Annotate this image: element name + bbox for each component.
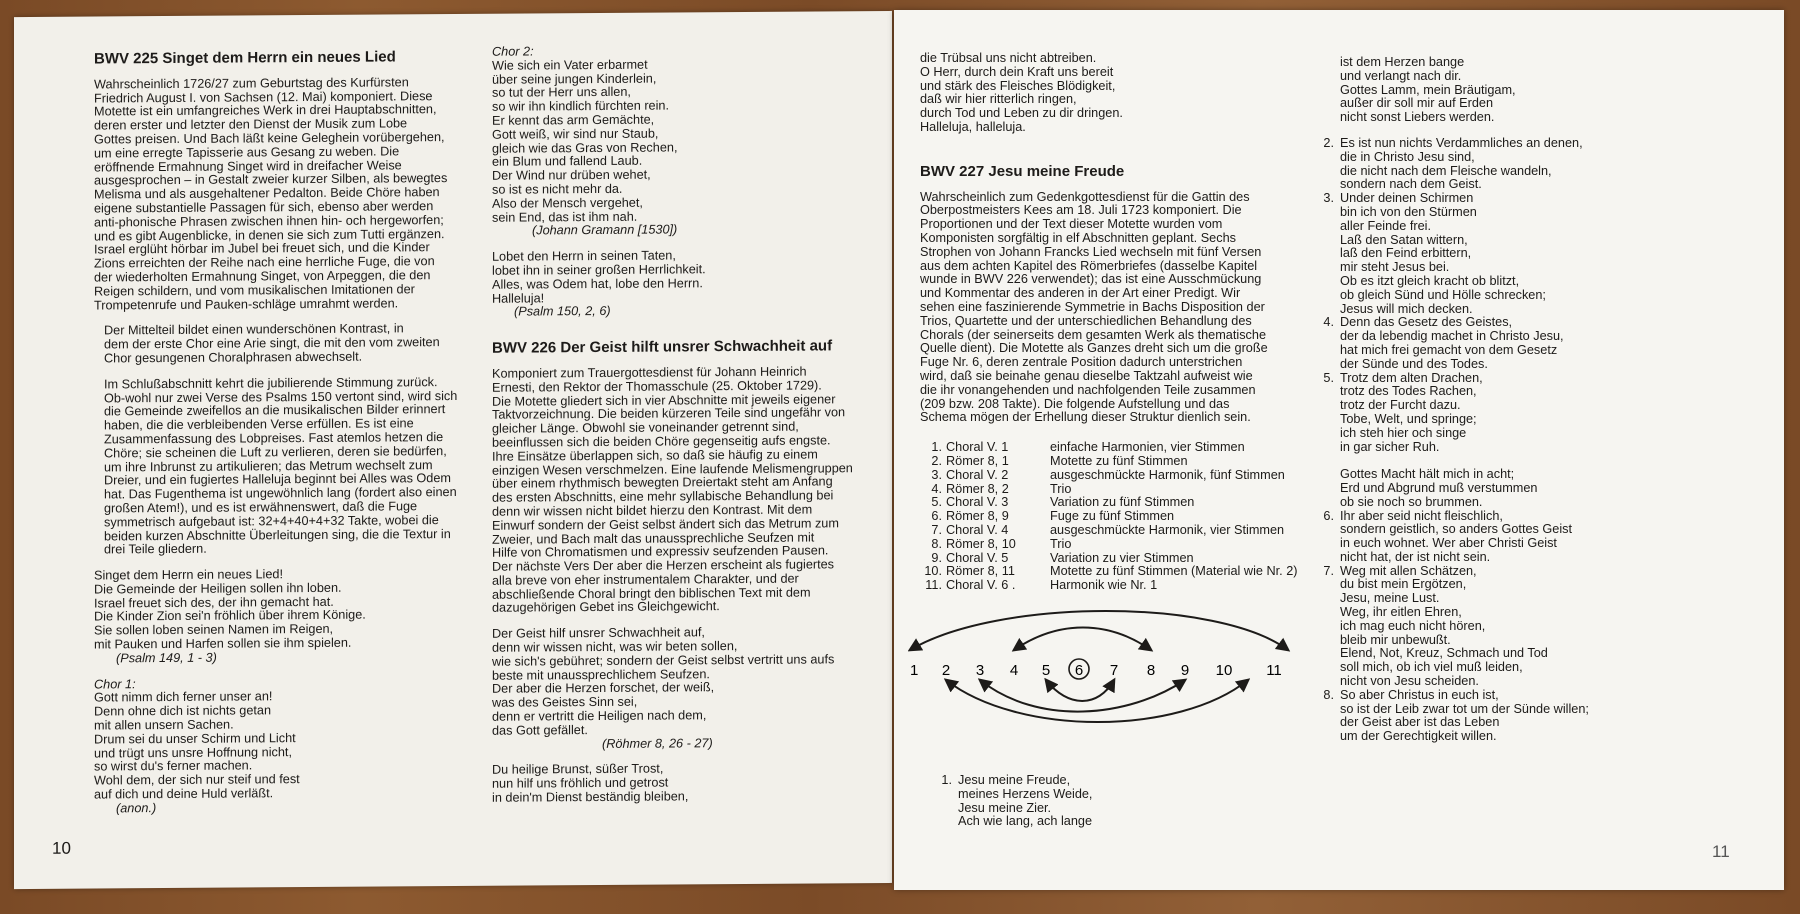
text-line: die in Christo Jesu sind, bbox=[1340, 149, 1475, 164]
structure-list bbox=[920, 441, 1320, 593]
structure-item bbox=[920, 469, 1320, 483]
structure-section: Römer 8, 1 bbox=[946, 453, 1009, 468]
right-page bbox=[894, 10, 1784, 890]
text-line: ob sie noch so brummen. bbox=[1340, 494, 1483, 509]
structure-description: Variation zu vier Stimmen bbox=[1050, 550, 1194, 565]
text-line: soll mich, ob ich viel muß leiden, bbox=[1340, 660, 1523, 675]
text-line: um der Gerechtigkeit willen. bbox=[1340, 729, 1497, 744]
structure-description: Fuge zu fünf Stimmen bbox=[1050, 509, 1175, 524]
text-line: ich steh hier och singe bbox=[1340, 425, 1467, 440]
psalm-150-text bbox=[492, 248, 892, 306]
text-line: Es ist nun nichts Verdammliches an denen, bbox=[1340, 135, 1583, 150]
verse-text bbox=[1340, 372, 1537, 510]
verse-item bbox=[1312, 372, 1772, 510]
verse-item bbox=[1312, 565, 1772, 689]
psalm-150-reference: (Psalm 150, 2, 6) bbox=[514, 304, 611, 319]
arc-3-9 bbox=[980, 680, 1185, 712]
verse-item bbox=[1312, 137, 1772, 192]
text-line: einzigen Wesen verschmelzen. Eine laufende Melismengruppen bbox=[492, 460, 853, 478]
text-line: nicht von Jesu scheiden. bbox=[1340, 674, 1479, 689]
text-line: Die Motette gliedert sich in vier Abschnitte mit jeweils eigener bbox=[492, 391, 836, 409]
schema-number: 3 bbox=[975, 662, 985, 679]
text-line: ein Blum und fallend Laub. bbox=[492, 154, 643, 170]
verse-item bbox=[1312, 192, 1772, 316]
structure-number: 1. bbox=[931, 440, 942, 455]
schema-number: 2 bbox=[941, 662, 951, 679]
geist-text bbox=[492, 625, 892, 738]
text-line: Zions erreichten der Reihe nach eine herrliche Fuge, die von bbox=[94, 254, 435, 271]
structure-description: Motette zu fünf Stimmen bbox=[1050, 453, 1188, 468]
structure-section: Choral V. 2 bbox=[946, 467, 1009, 482]
text-line: so wir ihn kindlich fürchten rein. bbox=[492, 98, 669, 114]
bwv225-paragraph-1 bbox=[94, 76, 494, 313]
text-line: Chöre; sie scheinen die Luft zu verlieren, deren sie bedürfen, bbox=[104, 443, 447, 461]
structure-item bbox=[920, 483, 1320, 497]
text-line: Laß den Satan wittern, bbox=[1340, 232, 1468, 247]
schema-number: 11 bbox=[1266, 662, 1282, 679]
bwv226-paragraph bbox=[492, 365, 892, 616]
schema-number: 9 bbox=[1180, 662, 1190, 679]
text-line: über einem rhythmisch bewegten Dreiertakt steht am Anfang bbox=[492, 474, 833, 492]
text-line: Fuge Nr. 6, deren zentrale Position dadurch unterstrichen bbox=[920, 355, 1243, 370]
text-line: sein End, das ist ihm nah. bbox=[492, 209, 638, 225]
text-line: Tobe, Welt, und springe; bbox=[1340, 411, 1477, 426]
text-line: Israel freuet sich des, der ihn gemacht hat. bbox=[94, 594, 334, 611]
text-line: Gott nimm dich ferner unser an! bbox=[94, 689, 273, 705]
text-line: gleich wie das Gras von Rechen, bbox=[492, 140, 678, 156]
verse-list bbox=[1312, 137, 1772, 744]
text-line: Die Kinder Zion sei'n fröhlich über ihrem Könige. bbox=[94, 608, 366, 624]
verse-number: 8. bbox=[1323, 687, 1334, 702]
structure-number: 11. bbox=[925, 578, 942, 593]
psalm-149-text bbox=[94, 567, 494, 653]
structure-item bbox=[920, 552, 1320, 566]
structure-item bbox=[920, 455, 1320, 469]
text-line: Proportionen und der Text dieser Motette wurden vom bbox=[920, 217, 1223, 232]
structure-section: Choral V. 1 bbox=[946, 440, 1009, 455]
text-line: sondern geistlich, so anders Gottes Geist bbox=[1340, 522, 1573, 537]
structure-description: ausgeschmückte Harmonik, fünf Stimmen bbox=[1050, 467, 1285, 482]
arc-4-8 bbox=[1014, 628, 1151, 651]
text-line: und es gibt Augenblicke, in denen sie sich zum Tutti ergänzen. bbox=[94, 226, 445, 244]
text-line: Chorals (der seinerseits dem gesamten Werk als thematische bbox=[920, 327, 1266, 342]
verse-text bbox=[1340, 192, 1546, 316]
text-line: Ernesti, den Rektor der Thomasschule (25. Oktober 1729). bbox=[492, 378, 822, 395]
text-line: so ist es nicht mehr da. bbox=[492, 181, 623, 197]
text-line: sondern nach dem Geist. bbox=[1340, 177, 1482, 192]
left-column-1 bbox=[94, 50, 494, 816]
chor1-text bbox=[94, 689, 494, 802]
text-line: Gott weiß, wir sind nur Staub, bbox=[492, 126, 659, 142]
text-line: Erd und Abgrund muß verstummen bbox=[1340, 480, 1538, 495]
text-line: Friedrich August I. von Sachsen (12. Mai) komponiert. Diese bbox=[94, 88, 433, 106]
text-line: Wahrscheinlich 1726/27 zum Geburtstag des Kurfürsten bbox=[94, 75, 409, 92]
schema-number: 6 bbox=[1074, 662, 1084, 679]
text-line: Trompetenrufe und Pauken-schläge umrahmt werden. bbox=[94, 295, 399, 313]
text-line: Drum sei du unser Schirm und Licht bbox=[94, 730, 296, 747]
text-line: Der Mittelteil bildet einen wunderschönen Kontrast, in bbox=[104, 321, 404, 338]
structure-description: Variation zu fünf Stimmen bbox=[1050, 495, 1195, 510]
text-line: drei Teile gliedern. bbox=[104, 542, 207, 557]
text-line: wird, daß sie beinahe genau dieselbe Taktzahl aufweist wie bbox=[920, 368, 1253, 383]
text-line: Taktvorzeichnung. Die beiden kürzeren Teile sind ungefähr von bbox=[492, 405, 846, 423]
text-line: ausgesprochen – in Gestalt zweier kurzer Silben, als bewegtes bbox=[94, 171, 448, 188]
text-line: Du heilige Brunst, süßer Trost, bbox=[492, 761, 664, 778]
text-line: Reigen schildern, und vom musikalischen Imitationen der bbox=[94, 282, 415, 299]
text-line: beeinflussen sich die beiden Chöre gegenseitig aufs engste. bbox=[492, 433, 831, 450]
page-number-left: 10 bbox=[52, 838, 71, 858]
text-line: Ob-wohl nur zwei Verse des Psalms 150 vertont sind, wird sich bbox=[104, 388, 458, 405]
text-line: Under deinen Schirmen bbox=[1340, 191, 1474, 206]
text-line: durch Tod und Leben zu dir dringen. bbox=[920, 106, 1123, 121]
text-line: die Gemeinde zweifellos an die musikalischen Bilder erinnert bbox=[104, 402, 446, 419]
text-line: Elend, Not, Kreuz, Schmach und Tod bbox=[1340, 646, 1548, 661]
schema-number: 1 bbox=[910, 662, 919, 679]
bwv225-title: BWV 225 Singet dem Herrn ein neues Lied bbox=[94, 48, 396, 68]
text-line: großen Atem!), und es ist erwähnenswert, daß die Fuge bbox=[104, 499, 418, 516]
text-line: Hilfe von Chromatismen und expressiv seufzenden Pausen. bbox=[492, 543, 829, 561]
text-line: der Geist aber ist das Leben bbox=[1340, 715, 1500, 730]
text-line: Israel erglüht hörbar im Jubel bei freuet sich, und die Kinder bbox=[94, 240, 430, 257]
text-line: so tut der Herr uns allen, bbox=[492, 85, 631, 101]
structure-item bbox=[920, 579, 1320, 593]
text-line: Wahrscheinlich zum Gedenkgottesdienst für die Gattin des bbox=[920, 189, 1250, 204]
structure-section: Choral V. 5 bbox=[946, 550, 1009, 565]
structure-section: Römer 8, 11 bbox=[946, 564, 1015, 579]
text-line: nun hilf uns fröhlich und getrost bbox=[492, 775, 669, 791]
structure-number: 8. bbox=[931, 536, 942, 551]
text-line: Halleluja, halleluja. bbox=[920, 119, 1026, 134]
arc-1-11 bbox=[910, 611, 1288, 650]
text-line: Der aber die Herzen forschet, der weiß, bbox=[492, 680, 715, 697]
text-line: Weg mit allen Schätzen, bbox=[1340, 563, 1477, 578]
text-line: in dein'm Dienst beständig bleiben, bbox=[492, 789, 689, 805]
text-line: hat mich frei gemacht von dem Gesetz bbox=[1340, 342, 1558, 357]
structure-item bbox=[920, 565, 1320, 579]
text-line: Quelle dient). Die Motette als Ganzes dreht sich um die große bbox=[920, 341, 1268, 356]
text-line: meines Herzens Weide, bbox=[958, 786, 1093, 801]
bwv227-title: BWV 227 Jesu meine Freude bbox=[920, 162, 1125, 180]
text-line: Jesu, meine Lust. bbox=[1340, 591, 1440, 606]
structure-description: Trio bbox=[1050, 481, 1072, 496]
text-line: aller Feinde frei. bbox=[1340, 218, 1431, 233]
verse-number: 4. bbox=[1323, 315, 1334, 330]
text-line: Halleluja! bbox=[492, 290, 545, 306]
structure-item bbox=[920, 441, 1320, 455]
text-line: ob gleich Sünd und Hölle schrecken; bbox=[1340, 287, 1546, 302]
text-line: der Sünde und des Todes. bbox=[1340, 356, 1488, 371]
text-line: alla breve von eher instrumentalem Charakter, und der bbox=[492, 571, 799, 588]
text-line: Er kennt das arm Gemächte, bbox=[492, 112, 655, 128]
text-line: Denn das Gesetz des Geistes, bbox=[1340, 315, 1513, 330]
text-line: Lobet den Herrn in seinen Taten, bbox=[492, 248, 676, 264]
text-line: Jesu meine Zier. bbox=[958, 800, 1052, 815]
structure-description: Trio bbox=[1050, 536, 1072, 551]
structure-item bbox=[920, 496, 1320, 510]
text-line: beste mit unaussprechlichem Seufzen. bbox=[492, 666, 710, 683]
chor1-reference: (anon.) bbox=[116, 800, 157, 816]
structure-number: 7. bbox=[931, 522, 942, 537]
roemer-reference: (Röhmer 8, 26 - 27) bbox=[602, 735, 713, 751]
brunst-continuation bbox=[920, 52, 1320, 135]
text-line: laß den Feind erbittern, bbox=[1340, 246, 1472, 261]
text-line: deren erster und letzter den Dienst der Musik zum Lobe bbox=[94, 116, 408, 133]
text-line: dem der erste Chor eine Arie singt, die mit den vom zweiten bbox=[104, 335, 440, 352]
text-line: so ist der Leib zwar tot um der Sünde willen; bbox=[1340, 701, 1589, 716]
text-line: abschließende Choral bringt den biblischen Text mit dem bbox=[492, 585, 811, 602]
chor2-text bbox=[492, 57, 892, 225]
text-line: Oberpostmeisters Kees am 18. Juli 1723 komponiert. Die bbox=[920, 203, 1242, 218]
structure-number: 2. bbox=[931, 453, 942, 468]
text-line: Ihr aber seid nicht fleischlich, bbox=[1340, 508, 1503, 523]
verse-number: 2. bbox=[1323, 135, 1334, 150]
structure-number: 5. bbox=[931, 495, 942, 510]
text-line: Gottes Lamm, mein Bräutigam, bbox=[1340, 82, 1516, 97]
verse-number: 1. bbox=[941, 773, 952, 787]
text-line: so wirst du's ferner machen. bbox=[94, 758, 253, 774]
text-line: in euch wohnet. Wer aber Christi Geist bbox=[1340, 536, 1557, 551]
verse-1-continuation bbox=[1312, 56, 1772, 125]
text-line: Jesu meine Freude, bbox=[958, 773, 1071, 787]
text-line: Einwurf sondern der Geist selbst ändert sich das Metrum zum bbox=[492, 516, 839, 533]
text-line: die nicht nach dem Fleische wandeln, bbox=[1340, 163, 1552, 178]
text-line: dazugehörigen Gebet ins Gleichgewicht. bbox=[492, 599, 720, 616]
text-line: nicht hat, der ist nicht sein. bbox=[1340, 549, 1491, 564]
bwv225-paragraph-3 bbox=[94, 375, 494, 557]
structure-section: Choral V. 6 . bbox=[946, 578, 1016, 593]
text-line: sehen eine faszinierende Symmetrie in Bachs Disposition der bbox=[920, 299, 1265, 314]
structure-section: Choral V. 3 bbox=[946, 495, 1009, 510]
text-line: hat. Das Fugenthema ist ungewöhnlich lang (fordert also einen bbox=[104, 485, 457, 502]
right-column-2 bbox=[1312, 56, 1772, 744]
verse-1-text bbox=[958, 774, 1092, 829]
text-line: in gar sicher Ruh. bbox=[1340, 439, 1440, 454]
text-line: Weg, ihr eitlen Ehren, bbox=[1340, 605, 1462, 620]
text-line: mir steht Jesus bei. bbox=[1340, 260, 1450, 275]
verse-text bbox=[1340, 689, 1589, 744]
structure-description: ausgeschmückte Harmonik, vier Stimmen bbox=[1050, 522, 1285, 537]
text-line: Der Wind nur drüben wehet, bbox=[492, 167, 651, 183]
text-line: Jesus will mich decken. bbox=[1340, 301, 1473, 316]
text-line: Ihre Einsätze überlappen sich, so daß sie häufig zu einem bbox=[492, 447, 818, 464]
text-line: Motette ist ein umfangreiches Werk in drei Hauptabschnitten, bbox=[94, 102, 437, 119]
schema-number: 7 bbox=[1109, 662, 1119, 679]
text-line: wunde in BWV 226 verwendet); das ist eine Ausschmückung bbox=[920, 272, 1262, 287]
text-line: das Gott gefället. bbox=[492, 722, 588, 738]
text-line bbox=[1340, 454, 1537, 468]
structure-section: Choral V. 4 bbox=[946, 522, 1009, 537]
text-line: denn er vertritt die Heiligen nach dem, bbox=[492, 708, 707, 724]
text-line: nicht sonst Liebers werden. bbox=[1340, 110, 1495, 125]
text-line: ist dem Herzen bange bbox=[1340, 55, 1465, 69]
verse-text bbox=[1340, 137, 1583, 192]
structure-description: einfache Harmonien, vier Stimmen bbox=[1050, 440, 1245, 455]
verse-number: 3. bbox=[1323, 191, 1334, 206]
structure-item bbox=[920, 538, 1320, 552]
text-line: außer dir soll mir auf Erden bbox=[1340, 96, 1494, 111]
page-number-right: 11 bbox=[1712, 842, 1730, 861]
text-line: die ihr vonangehenden und nachfolgenden Teile zusammen bbox=[920, 382, 1256, 397]
text-line: O Herr, durch dein Kraft uns bereit bbox=[920, 64, 1114, 79]
verse-number: 7. bbox=[1323, 563, 1334, 578]
text-line: Die Gemeinde der Heiligen sollen ihn loben. bbox=[94, 580, 342, 597]
left-page bbox=[14, 11, 892, 889]
text-line: gleicher Länge. Obwohl sie voneinander getrennt sind, bbox=[492, 419, 799, 436]
text-line: trotz der Furcht dazu. bbox=[1340, 398, 1461, 413]
text-line: und stärk des Fleisches Blödigkeit, bbox=[920, 78, 1116, 93]
schema-number: 4 bbox=[1009, 662, 1019, 679]
text-line: Melisma und als ausgehaltener Pedalton. Beide Chöre haben bbox=[94, 185, 440, 202]
chor1-label: Chor 1: bbox=[94, 676, 136, 692]
structure-number: 10. bbox=[924, 564, 942, 579]
text-line: eigene substantielle Passagen für sich, ebenso aber werden bbox=[94, 199, 434, 216]
verse-number: 5. bbox=[1323, 370, 1334, 385]
text-line: Komponisten sorgfältig in elf Abschnitten geplant. Sechs bbox=[920, 230, 1236, 245]
text-line: Der Geist hilf unsrer Schwachheit auf, bbox=[492, 625, 705, 642]
text-line: der wiederholten Ermahnung Singet, von Arpeggen, die den bbox=[94, 268, 431, 285]
text-line: Dreier, und ein fugiertes Halleluja beginnt bei Alles was Odem bbox=[104, 471, 451, 488]
left-column-2 bbox=[492, 43, 892, 806]
text-line: auf dich und deine Huld verläßt. bbox=[94, 786, 274, 802]
text-line: Wohl dem, der sich nur steif und fest bbox=[94, 772, 300, 788]
text-line: symmetrisch aufgebaut ist: 32+4+40+4+32 Takte, wobei die bbox=[104, 512, 439, 530]
text-line: Singet dem Herrn ein neues Lied! bbox=[94, 567, 284, 583]
text-line: Sie sollen loben seinen Namen im Reigen, bbox=[94, 622, 334, 638]
text-line: Der nächste Vers Der aber die Herzen erscheint als fugiertes bbox=[492, 557, 835, 574]
arc-2-10 bbox=[946, 680, 1248, 722]
text-line: eröffnende Ermahnung Singet wird in dreifacher Weise bbox=[94, 157, 402, 175]
chor2-reference: (Johann Gramann [1530]) bbox=[532, 222, 678, 238]
text-line: Zusammenfassung des Lobpreises. Fast atemlos hetzen die bbox=[104, 429, 444, 447]
structure-number: 6. bbox=[931, 509, 942, 524]
structure-section: Römer 8, 10 bbox=[946, 536, 1016, 551]
text-line: Im Schlußabschnitt kehrt die jubilierende Stimmung zurück. bbox=[104, 374, 438, 392]
text-line: lobet ihn in seiner großen Herrlichkeit. bbox=[492, 262, 706, 278]
text-line: bleib mir unbewußt. bbox=[1340, 632, 1451, 647]
text-line: und trügt uns unsre Hoffnung nicht, bbox=[94, 744, 292, 761]
text-line: du bist mein Ergötzen, bbox=[1340, 577, 1467, 592]
verse-item bbox=[1312, 316, 1772, 371]
bwv226-title: BWV 226 Der Geist hilft unsrer Schwachheit auf bbox=[492, 337, 833, 357]
psalm-149-reference: (Psalm 149, 1 - 3) bbox=[116, 650, 217, 666]
right-column-1 bbox=[920, 52, 1320, 593]
text-line: haben, die die verbleibenden Verse erfüllen. Es ist eine bbox=[104, 416, 414, 433]
text-line: der da lebendig machet in Christo Jesu, bbox=[1340, 329, 1564, 344]
text-line: mit allen unsern Sachen. bbox=[94, 717, 234, 733]
text-line: bin ich von den Stürmen bbox=[1340, 204, 1477, 219]
arc-5-7 bbox=[1046, 680, 1114, 701]
bwv227-paragraph bbox=[920, 191, 1320, 426]
text-line: die Trübsal uns nicht abtreiben. bbox=[920, 51, 1097, 65]
text-line: anti-phonische Phrasen zwischen ihnen hin- och hergeworfen; bbox=[94, 212, 444, 230]
text-line: wie sich's gebühret; sondern der Geist selbst vertritt uns aufs bbox=[492, 652, 835, 669]
text-line: trotz des Todes Rachen, bbox=[1340, 384, 1477, 399]
verse-item bbox=[1312, 510, 1772, 565]
text-line: So aber Christus in euch ist, bbox=[1340, 687, 1499, 702]
text-line: Chor gesungenen Choralphrasen abwechselt. bbox=[104, 349, 363, 366]
text-line: (209 bzw. 208 Takte). Die folgende Aufstellung und das bbox=[920, 396, 1230, 411]
chor2-label: Chor 2: bbox=[492, 44, 534, 59]
text-line: und verlangt nach dir. bbox=[1340, 68, 1462, 83]
text-line: Gottes preisen. Und Bach läßt keine Geleghein vorübergehen, bbox=[94, 130, 445, 147]
verse-number: 6. bbox=[1323, 508, 1334, 523]
text-line: aus dem achten Kapitel des Römerbriefes (dasselbe Kapitel bbox=[920, 258, 1258, 273]
jesu-verse-1 bbox=[930, 774, 1230, 829]
text-line: Ob es itzt gleich kracht ob blitzt, bbox=[1340, 273, 1520, 288]
structure-number: 3. bbox=[931, 467, 942, 482]
structure-item bbox=[920, 524, 1320, 538]
verse-text bbox=[1340, 510, 1572, 565]
text-line: Wie sich ein Vater erbarmet bbox=[492, 57, 648, 73]
structure-number: 9. bbox=[931, 550, 942, 565]
text-line: denn wir wissen nicht bildet hierzu den Kontrast. Mit dem bbox=[492, 502, 813, 519]
structure-section: Römer 8, 9 bbox=[946, 509, 1009, 524]
text-line: Strophen von Johann Francks Lied wechseln mit fünf Versen bbox=[920, 244, 1262, 259]
text-line: Komponiert zum Trauergottesdienst für Johann Heinrich bbox=[492, 364, 807, 381]
text-line: Ach wie lang, ach lange bbox=[958, 814, 1093, 829]
text-line: Alles, was Odem hat, lobe den Herrn. bbox=[492, 276, 703, 292]
bwv225-paragraph-2 bbox=[94, 322, 494, 366]
verse-text bbox=[1340, 316, 1564, 371]
text-line: beiden kurzen Abschnitte Überleitungen sing, die die Textur in bbox=[104, 526, 451, 543]
structure-item bbox=[920, 510, 1320, 524]
text-line: des ersten Abschnitts, eine mehr syllabische Behandlung bei bbox=[492, 488, 834, 505]
text-line: Trios, Quartette und der unterschiedlichen Behandlung des bbox=[920, 313, 1252, 328]
structure-description: Harmonik wie Nr. 1 bbox=[1050, 578, 1158, 593]
text-line: Also der Mensch vergehet, bbox=[492, 195, 643, 211]
symmetry-schema bbox=[908, 608, 1308, 738]
text-line: Trotz dem alten Drachen, bbox=[1340, 370, 1483, 385]
structure-number: 4. bbox=[931, 481, 942, 496]
text-line: mit Pauken und Harfen sollen sie ihm spielen. bbox=[94, 635, 352, 652]
schema-number: 8 bbox=[1146, 662, 1156, 679]
text-line: Schema mögen der Erhellung dieser Struktur dienlich sein. bbox=[920, 410, 1251, 425]
text-line: Denn ohne dich ist nichts getan bbox=[94, 703, 272, 719]
text-line: um eine erregte Tapisserie aus Gesang zu weben. Die bbox=[94, 144, 400, 161]
verse-item bbox=[1312, 689, 1772, 744]
schema-number: 5 bbox=[1041, 662, 1051, 679]
structure-section: Römer 8, 2 bbox=[946, 481, 1009, 496]
text-line: Zweier, und Bach malt das unaussprechliche Seufzen mit bbox=[492, 529, 815, 547]
text-line: denn wir wissen nicht, was wir beten sollen, bbox=[492, 639, 738, 655]
schema-number: 10 bbox=[1215, 662, 1233, 679]
text-line: was des Geistes Sinn sei, bbox=[492, 694, 638, 710]
text-line: um ihre Inbrunst zu artikulieren; das Metrum wechselt zum bbox=[104, 457, 433, 474]
text-line: über seine jungen Kinderlein, bbox=[492, 71, 657, 87]
structure-description: Motette zu fünf Stimmen (Material wie Nr. 2) bbox=[1050, 564, 1298, 579]
brunst-text bbox=[492, 761, 892, 805]
text-line: Gottes Macht hält mich in acht; bbox=[1340, 467, 1515, 482]
text-line: ich mag euch nicht hören, bbox=[1340, 618, 1486, 633]
text-line: daß wir hier ritterlich ringen, bbox=[920, 92, 1077, 107]
verse-text bbox=[1340, 565, 1548, 689]
text-line: und Kommentar des anderen in der Art einer Predigt. Wir bbox=[920, 286, 1241, 301]
